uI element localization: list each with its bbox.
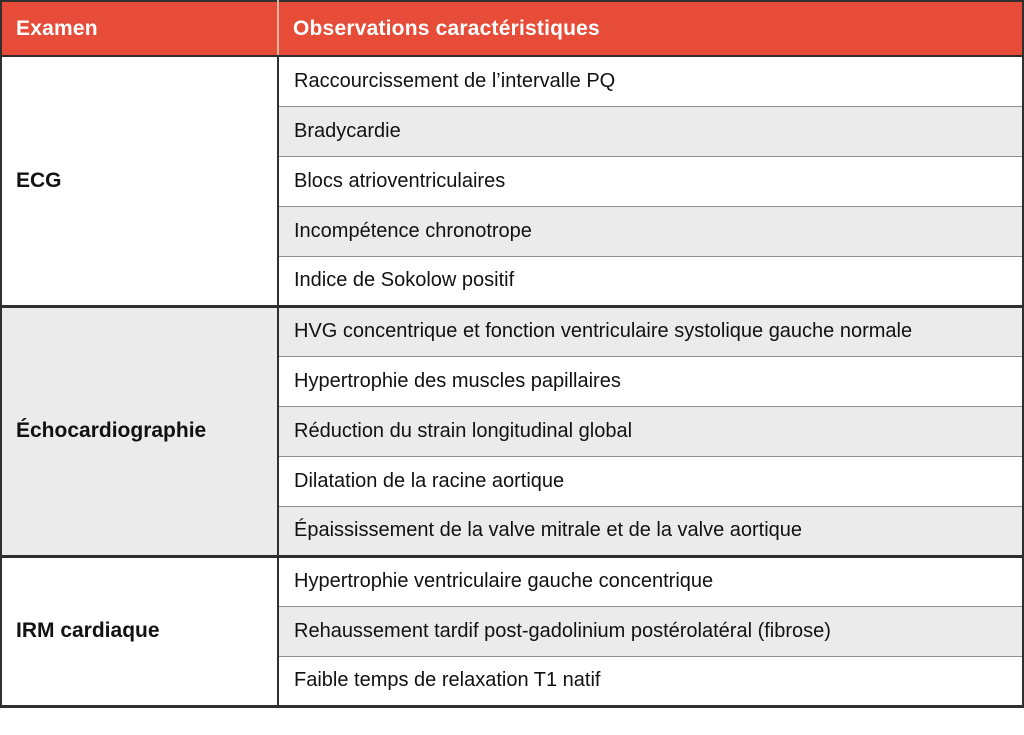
observation-cell: Indice de Sokolow positif <box>278 256 1023 306</box>
observation-cell: Hypertrophie ventriculaire gauche concentrique <box>278 556 1023 606</box>
observation-cell: Faible temps de relaxation T1 natif <box>278 656 1023 706</box>
header-row <box>1 1 1023 56</box>
observation-cell: Dilatation de la racine aortique <box>278 456 1023 506</box>
exam-cell: ECG <box>1 56 278 306</box>
table-body <box>1 56 1023 706</box>
column-header-examen: Examen <box>1 1 278 56</box>
observation-cell: Bradycardie <box>278 106 1023 156</box>
table-row <box>1 56 1023 106</box>
observation-cell: Hypertrophie des muscles papillaires <box>278 356 1023 406</box>
observation-cell: Épaississement de la valve mitrale et de la valve aortique <box>278 506 1023 556</box>
exam-cell: Échocardiographie <box>1 306 278 556</box>
table-row <box>1 306 1023 356</box>
column-header-observations: Observations caractéristiques <box>278 1 1023 56</box>
observation-cell: Blocs atrioventriculaires <box>278 156 1023 206</box>
table-row <box>1 556 1023 606</box>
observation-cell: Rehaussement tardif post-gadolinium postérolatéral (fibrose) <box>278 606 1023 656</box>
observation-cell: Réduction du strain longitudinal global <box>278 406 1023 456</box>
observation-cell: Raccourcissement de l’intervalle PQ <box>278 56 1023 106</box>
exam-cell: IRM cardiaque <box>1 556 278 706</box>
table-header <box>1 1 1023 56</box>
observation-cell: Incompétence chronotrope <box>278 206 1023 256</box>
observation-cell: HVG concentrique et fonction ventriculaire systolique gauche normale <box>278 306 1023 356</box>
